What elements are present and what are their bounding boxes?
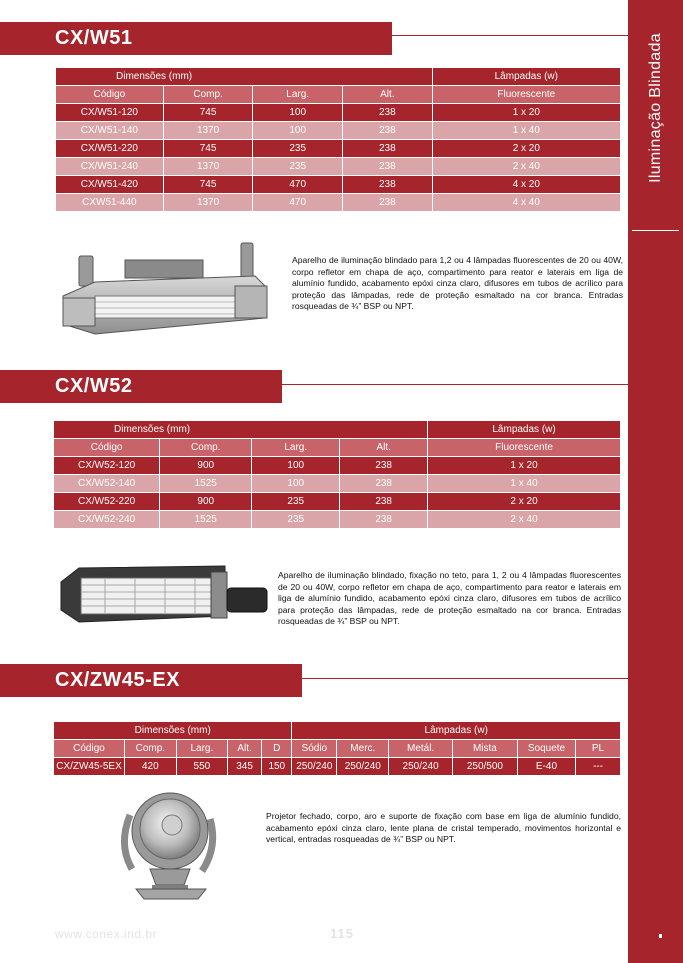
cell: 238 <box>343 140 432 157</box>
cell: 2 x 20 <box>428 493 620 510</box>
cell: CX/W51-220 <box>56 140 163 157</box>
cell: 1525 <box>160 511 251 528</box>
group-dimensions: Dimensões (mm) <box>56 68 432 85</box>
group-dimensions: Dimensões (mm) <box>54 722 291 739</box>
table-row <box>54 758 620 775</box>
col-header: D <box>262 740 291 757</box>
cell: 900 <box>160 457 251 474</box>
cell: 250/240 <box>292 758 336 775</box>
col-header: Comp. <box>164 86 253 103</box>
col-header: Comp. <box>160 439 251 456</box>
cell: 4 x 20 <box>433 176 620 193</box>
cell: 550 <box>177 758 227 775</box>
cell: 1370 <box>164 194 253 211</box>
cell: --- <box>576 758 620 775</box>
cell: 1525 <box>160 475 251 492</box>
cell: CX/W52-120 <box>54 457 159 474</box>
table-row <box>56 104 620 121</box>
cell: 235 <box>252 493 339 510</box>
cell: 345 <box>228 758 261 775</box>
col-header: Metál. <box>389 740 451 757</box>
col-header: Código <box>54 439 159 456</box>
cell: 250/240 <box>337 758 388 775</box>
cell: 250/500 <box>453 758 517 775</box>
cell: 745 <box>164 140 253 157</box>
cell: 4 x 40 <box>433 194 620 211</box>
cell: 238 <box>343 158 432 175</box>
projector-cxzw45-image <box>110 785 220 903</box>
table-row <box>54 511 620 528</box>
cell: CXW51-440 <box>56 194 163 211</box>
col-header: Código <box>56 86 163 103</box>
cell: E-40 <box>518 758 575 775</box>
col-header: Larg. <box>177 740 227 757</box>
col-header: Soquete <box>518 740 575 757</box>
cell: 238 <box>343 122 432 139</box>
col-header: Alt. <box>343 86 432 103</box>
group-lamps: Lâmpadas (w) <box>428 421 620 438</box>
col-header: Mista <box>453 740 517 757</box>
spec-table-cxw51 <box>55 67 621 212</box>
cell: 100 <box>252 475 339 492</box>
cell: 238 <box>343 176 432 193</box>
cell: 420 <box>125 758 176 775</box>
side-mark <box>659 934 662 938</box>
cell: 238 <box>340 475 427 492</box>
cell: 235 <box>253 140 342 157</box>
cell: 745 <box>164 176 253 193</box>
col-header: Fluorescente <box>428 439 620 456</box>
section-rule <box>302 678 628 679</box>
cell: 238 <box>340 493 427 510</box>
cell: 1 x 40 <box>433 122 620 139</box>
table-row <box>56 158 620 175</box>
col-header: Código <box>54 740 124 757</box>
col-header: Larg. <box>253 86 342 103</box>
side-divider <box>632 230 679 231</box>
cell: 1 x 20 <box>433 104 620 121</box>
spec-table-cxw52 <box>53 420 621 529</box>
col-header: PL <box>576 740 620 757</box>
section-header-cxzw45: CX/ZW45-EX <box>0 664 302 697</box>
table-row <box>54 475 620 492</box>
col-header: Comp. <box>125 740 176 757</box>
cell: 2 x 20 <box>433 140 620 157</box>
cell: 1 x 40 <box>428 475 620 492</box>
table-row <box>54 493 620 510</box>
side-title: Iluminação Blindada <box>646 32 664 183</box>
cell: 150 <box>262 758 291 775</box>
table-row <box>56 140 620 157</box>
cell: 238 <box>340 511 427 528</box>
cell: 235 <box>252 511 339 528</box>
description-cxw51: Aparelho de iluminação blindado para 1,2 ou 4 lâmpadas fluorescentes de 20 ou 40W, corpo refletor em chapa de aço, compartimento para reator e laterais em liga de alumínio fundido, acabamento epóxi cinza claro, difusores em tubos de acrílico para proteção das lâmpadas, rede de proteção esmaltado na cor branca. Entradas rosqueadas de ¾” BSP ou NPT. <box>292 255 623 312</box>
section-rule <box>392 35 628 36</box>
cell: 100 <box>252 457 339 474</box>
table-row <box>54 457 620 474</box>
group-lamps: Lâmpadas (w) <box>292 722 620 739</box>
footer-url: www.conex.ind.br <box>55 927 158 941</box>
section-header-cxw51: CX/W51 <box>0 22 392 55</box>
cell: CX/W52-240 <box>54 511 159 528</box>
cell: 470 <box>253 194 342 211</box>
cell: 100 <box>253 104 342 121</box>
section-rule <box>282 384 628 385</box>
cell: CX/W52-140 <box>54 475 159 492</box>
cell: CX/ZW45-5EX <box>54 758 124 775</box>
cell: 238 <box>343 104 432 121</box>
cell: 1370 <box>164 158 253 175</box>
col-header: Alt. <box>228 740 261 757</box>
cell: 1 x 20 <box>428 457 620 474</box>
cell: 900 <box>160 493 251 510</box>
table-row <box>56 176 620 193</box>
spec-table-cxzw45 <box>53 721 621 776</box>
cell: 1370 <box>164 122 253 139</box>
cell: CX/W51-420 <box>56 176 163 193</box>
cell: 100 <box>253 122 342 139</box>
cell: 2 x 40 <box>428 511 620 528</box>
group-dimensions: Dimensões (mm) <box>54 421 427 438</box>
col-header: Fluorescente <box>433 86 620 103</box>
cell: 238 <box>343 194 432 211</box>
group-lamps: Lâmpadas (w) <box>433 68 620 85</box>
cell: CX/W51-140 <box>56 122 163 139</box>
cell: 250/240 <box>389 758 451 775</box>
col-header: Larg. <box>252 439 339 456</box>
table-row <box>56 122 620 139</box>
col-header: Alt. <box>340 439 427 456</box>
cell: 470 <box>253 176 342 193</box>
col-header: Merc. <box>337 740 388 757</box>
cell: CX/W51-240 <box>56 158 163 175</box>
luminaire-cxw51-image <box>55 238 275 338</box>
cell: CX/W52-220 <box>54 493 159 510</box>
section-header-cxw52: CX/W52 <box>0 370 282 403</box>
col-header: Sódio <box>292 740 336 757</box>
luminaire-cxw52-image <box>55 560 270 630</box>
description-cxzw45: Projetor fechado, corpo, aro e suporte de fixação com base em liga de alumínio fundido, acabamento epóxi cinza claro, lente plana de cristal temperado, movimentos horizontal e vertical, entradas rosqueadas de ¾” BSP ou NPT. <box>266 811 621 845</box>
cell: CX/W51-120 <box>56 104 163 121</box>
cell: 235 <box>253 158 342 175</box>
cell: 238 <box>340 457 427 474</box>
cell: 2 x 40 <box>433 158 620 175</box>
cell: 745 <box>164 104 253 121</box>
page-number: 115 <box>330 926 354 941</box>
table-row <box>56 194 620 211</box>
description-cxw52: Aparelho de iluminação blindado, fixação no teto, para 1, 2 ou 4 lâmpadas fluorescentes de 20 ou 40W, corpo refletor em chapa de aço, compartimento para reator e laterais em liga de alumínio fundido, acabamento epóxi cinza claro, difusores em tubos de acrílico para proteção das lâmpadas, rede de proteção esmaltado na cor branca. Entradas rosqueadas de ¾” BSP ou NPT. <box>278 570 621 627</box>
